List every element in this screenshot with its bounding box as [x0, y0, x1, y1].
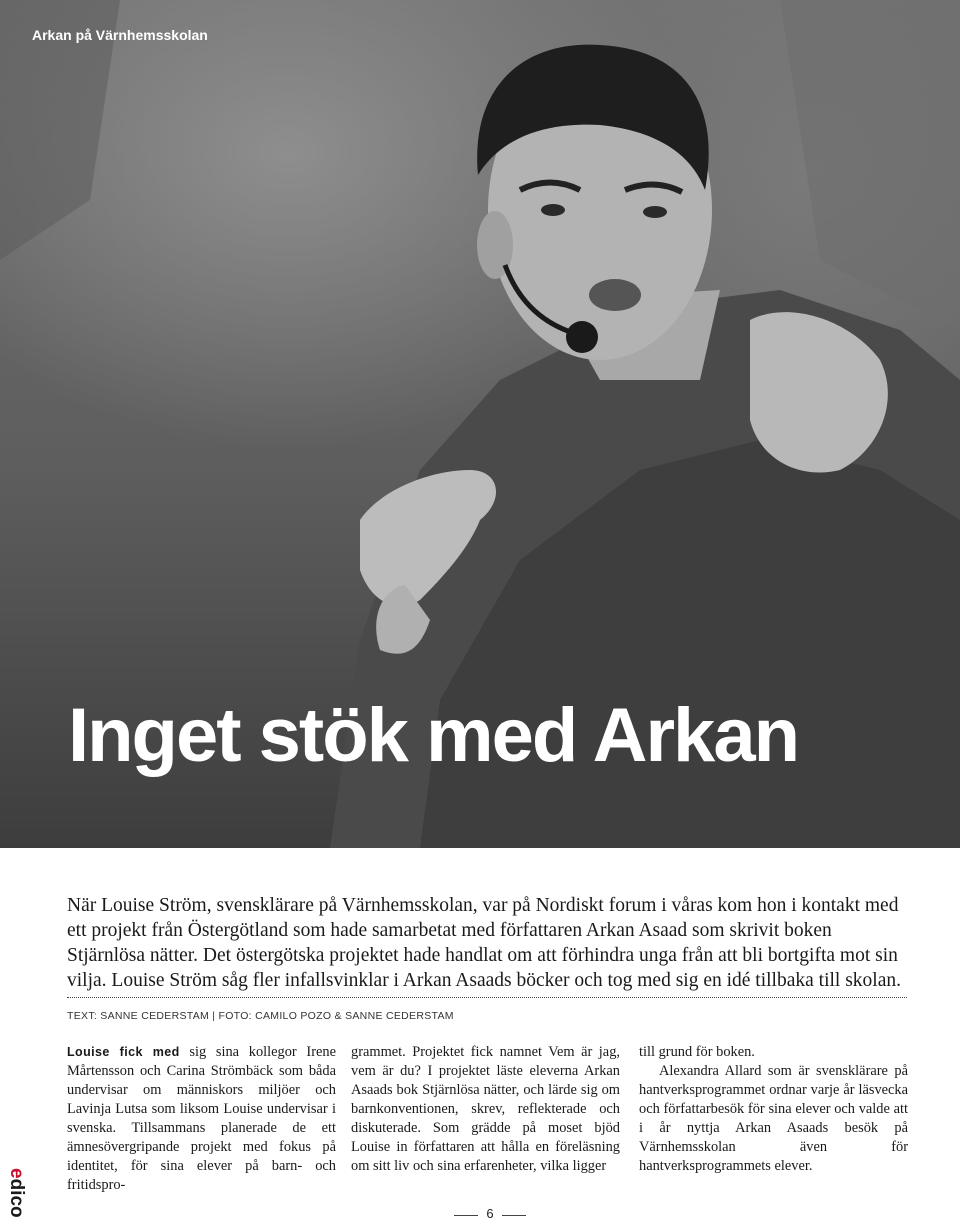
edico-logo — [3, 1160, 33, 1226]
logo-letters-dico: dico — [6, 1178, 27, 1218]
section-label: Arkan på Värnhemsskolan — [32, 27, 208, 43]
body-column-2 — [351, 1043, 620, 1176]
article-headline: Inget stök med Arkan — [68, 693, 799, 778]
body-column-1 — [67, 1043, 336, 1195]
body-text-col3-p2: Alexandra Allard som är svensklärare på hantverksprogrammet ordnar varje år läsvecka och författarbesök för sina elever och valde att i år nyttja Arkan Asaads besök på Värnhemsskolan även för hantverksprogrammets elever. — [639, 1063, 908, 1174]
byline-credits: TEXT: SANNE CEDERSTAM | FOTO: CAMILO POZO & SANNE CEDERSTAM — [67, 1010, 454, 1022]
logo-wordmark — [6, 1168, 26, 1218]
page-number: 6 — [486, 1206, 494, 1221]
body-text-col2: grammet. Projektet fick namnet Vem är jag, vem är du? I projektet läste eleverna Arkan Asaads bok Stjärnlösa nätter, och lärde sig om barnkonventionen, skrev, reflekterade och diskuterade. Som grädde på moset bjöd Louise in författaren att hålla en föreläsning om sitt liv och sina erfarenheter, vilka ligger — [351, 1044, 620, 1174]
logo-letter-e: e — [6, 1168, 27, 1179]
body-column-3 — [639, 1043, 908, 1176]
body-text-col3-p1: till grund för boken. — [639, 1044, 755, 1060]
page-folio — [450, 1202, 530, 1228]
lead-paragraph: När Louise Ström, svensklärare på Värnhemsskolan, var på Nordiskt forum i våras kom hon i kontakt med ett projekt från Östergötland som hade samarbetat med författaren Arkan Asaad som skrivit boken Stjärnlösa nätter. Det östergötska projektet hade handlat om att förhindra unga från att bli bortgifta mot sin vilja. Louise Ström såg fler infallsvinklar i Arkan Asaads böcker och tog med sig en idé tillbaka till skolan. — [67, 895, 901, 991]
run-in-lead: Louise fick med — [67, 1045, 180, 1059]
body-text-col1: sig sina kollegor Irene Mårtensson och Carina Strömbäck som båda undervisar om människors miljöer och Lavinja Lutsa som liksom Louise undervisar i svenska. Tillsammans planerade de ett ämnesövergripande projekt med fokus på identitet, för sina elever på barn- och fritidspro- — [67, 1044, 336, 1193]
dotted-divider — [67, 997, 907, 998]
folio-rule-right — [502, 1215, 526, 1216]
